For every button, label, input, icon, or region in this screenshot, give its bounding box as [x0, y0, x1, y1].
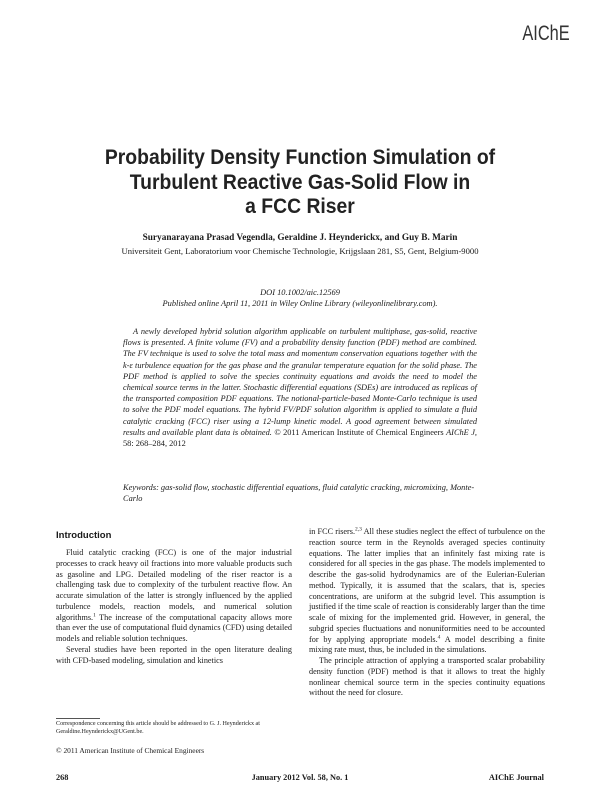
citation-ref: 1 — [93, 611, 96, 618]
title-line-1: Probability Density Function Simulation of — [104, 145, 496, 169]
intro-paragraph-2: Several studies have been reported in the open literature dealing with CFD-based modeling, simulation and kinetics — [56, 644, 292, 665]
correspondence-footnote: Correspondence concerning this article should be addressed to G. J. Heynderickx at Geraldine.Heynderickx@UGent.be. — [56, 721, 260, 735]
intro-paragraph-3-mid: All these studies neglect the effect of turbulence on the reaction source term in the Reynolds averaged species continuity equations. The latter implies that an infinitely fast mixing rate is considered for all species in the gas phase. The models implemented to describe the gas-solid hydrodynamics are of the Eulerian-Eulerian method. Typically, it is assumed that the scalars, that is, species concentrations, are uniform at the subgrid level. This assumption is justified if the time scale of reaction is considerably larger than the time scale of mixing for the implemented grid. However, in general, the subgrid species fluctuations and nonuniformities need to be accounted for by applying appropriate models. — [309, 527, 545, 644]
abstract-text: A newly developed hybrid solution algorithm applicable on turbulent multiphase, gas-solid, reactive flows is presented. A finite volume (FV) and a probability density function (PDF) method are combined. The FV technique is used to solve the total mass and momentum conservation equations together with the k-ε turbulence equation for the gas phase and the granular temperature equation for the solid phase. The PDF method is applied to solve the species continuity equations and avoids the need to model the chemical source terms in the latter. Stochastic differential equations (SDEs) are introduced as replicas of the transported composition PDF equations. The notional-particle-based Monte-Carlo technique is used to solve the PDF model equations. The hybrid FV/PDF solution algorithm is applied to simulate a fluid catalytic cracking (FCC) riser using a 12-lump kinetic model. A good agreement between simulated results and available plant data is obtained. — [123, 327, 477, 437]
left-column — [56, 530, 292, 666]
page-number: 268 — [56, 773, 69, 782]
intro-paragraph-3-end: A model describing a finite mixing rate must, thus, be included in the simulations. — [309, 634, 545, 655]
intro-paragraph-3 — [309, 527, 545, 656]
journal-name: AIChE Journal — [488, 773, 544, 782]
citation-ref: 4 — [437, 633, 441, 640]
abstract — [123, 326, 477, 449]
abstract-citation: 58: 268–284, 2012 — [123, 439, 186, 449]
title-line-2: Turbulent Reactive Gas-Solid Flow in — [129, 169, 471, 194]
keywords: Keywords: gas-solid flow, stochastic differential equations, fluid catalytic cracking, micromixing, Monte-Carlo — [123, 483, 475, 504]
intro-paragraph-1-end: The increase of the computational capacity allows more than ever the use of computational fluid dynamics (CFD) using detailed models and reliable solution techniques. — [56, 612, 292, 643]
journal-logo: AIChE — [522, 22, 570, 45]
citation-ref: 2,3 — [355, 526, 362, 533]
author-affiliation: Universiteit Gent, Laboratorium voor Chemische Technologie, Krijgslaan 281, S5, Gent, Belgium-9000 — [121, 246, 479, 256]
author-list: Suryanarayana Prasad Vegendla, Geraldine J. Heynderickx, and Guy B. Marin — [142, 233, 458, 243]
publication-line: Published online April 11, 2011 in Wiley Online Library (wileyonlinelibrary.com). — [162, 299, 438, 308]
copyright-notice: © 2011 American Institute of Chemical Engineers — [56, 746, 205, 755]
title-line-3: a FCC Riser — [245, 194, 355, 218]
abstract-copyright: © 2011 American Institute of Chemical Engineers — [271, 427, 447, 437]
doi-line: DOI 10.1002/aic.12569 — [260, 288, 340, 297]
intro-paragraph-3-start: in FCC risers. — [309, 527, 355, 536]
article-title — [66, 145, 534, 219]
right-column — [309, 527, 545, 699]
issue-info: January 2012 Vol. 58, No. 1 — [251, 773, 349, 782]
section-heading-introduction: Introduction — [56, 530, 112, 541]
intro-paragraph-1-text: Fluid catalytic cracking (FCC) is one of the major industrial processes to crack heavy oil fractions into more valuable products such as gasoline and LPG. Detailed modeling of the riser reactor is a challenging task due to complexity of the turbulent reactive flow. An accurate simulation of the latter is strongly influenced by the applied turbulence models, reaction models, and numerical solution algorithms. — [56, 548, 292, 622]
footnote-divider — [56, 718, 100, 719]
intro-paragraph-1 — [56, 548, 292, 645]
intro-paragraph-4: The principle attraction of applying a transported scalar probability density function (PDF) method is that it allows to treat the highly nonlinear chemical source term in the species continuity equations without the need for closure. — [309, 656, 545, 698]
abstract-journal-abbr: AIChE J, — [446, 427, 477, 437]
